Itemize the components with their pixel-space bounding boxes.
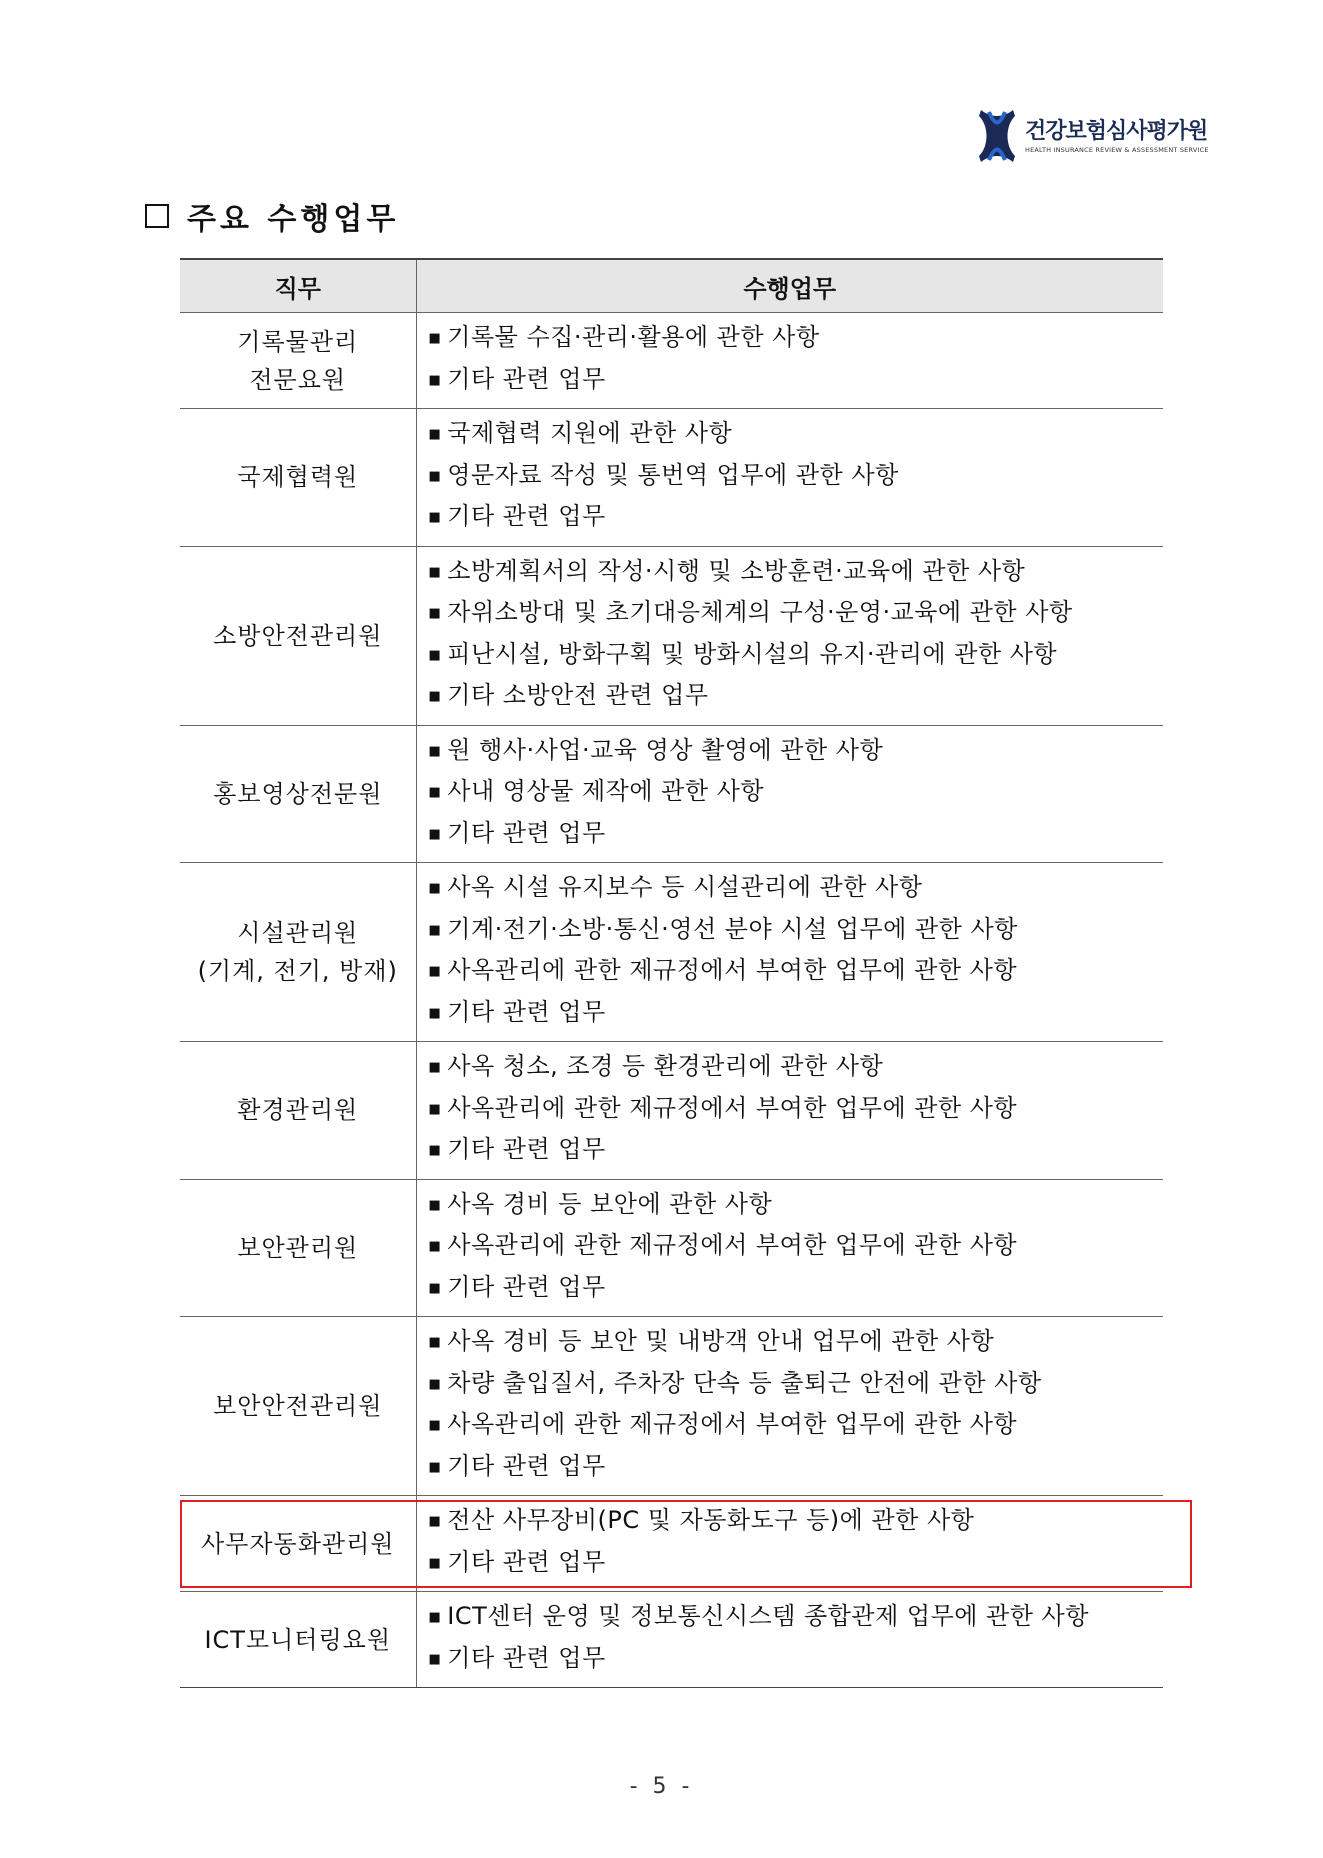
task-item: ■ 사옥관리에 관한 제규정에서 부여한 업무에 관한 사항 [429, 1406, 1164, 1448]
role-cell [180, 1496, 416, 1592]
table-row [180, 409, 1163, 547]
org-name: 건강보험심사평가원 [1025, 119, 1208, 144]
tasks-cell [416, 1496, 1163, 1592]
role-label: 환경관리원 [237, 1096, 359, 1125]
table-header-row [180, 259, 1163, 313]
column-header-role: 직무 [180, 259, 416, 313]
role-cell [180, 863, 416, 1042]
tasks-cell [416, 863, 1163, 1042]
role-label: 보안관리원 [237, 1233, 359, 1262]
tasks-cell [416, 1592, 1163, 1688]
column-header-tasks: 수행업무 [416, 259, 1163, 313]
role-label: 사무자동화관리원 [201, 1529, 395, 1558]
task-item: ■ 소방계획서의 작성·시행 및 소방훈련·교육에 관한 사항 [429, 553, 1164, 595]
role-label: 국제협력원 [237, 463, 359, 492]
table-row [180, 313, 1163, 409]
tasks-cell [416, 409, 1163, 547]
role-label: 시설관리원 [237, 919, 359, 947]
duty-table [180, 258, 1163, 1688]
task-item: ■ 원 행사·사업·교육 영상 촬영에 관한 사항 [429, 732, 1164, 774]
task-item: ■ 사옥관리에 관한 제규정에서 부여한 업무에 관한 사항 [429, 952, 1164, 994]
task-item: ■ 기타 관련 업무 [429, 1544, 1164, 1586]
task-item: ■ 사옥 경비 등 보안 및 내방객 안내 업무에 관한 사항 [429, 1323, 1164, 1365]
role-label: 보안안전관리원 [213, 1392, 383, 1420]
table-body [180, 313, 1163, 1688]
role-cell [180, 725, 416, 863]
role-cell [180, 1592, 416, 1688]
task-item: ■ 기타 관련 업무 [429, 361, 1164, 403]
task-item: ■ 기타 관련 업무 [429, 1640, 1164, 1682]
task-item: ■ 피난시설, 방화구획 및 방화시설의 유지·관리에 관한 사항 [429, 636, 1164, 678]
org-subtitle: HEALTH INSURANCE REVIEW & ASSESSMENT SERVICE [1025, 146, 1209, 154]
role-cell [180, 409, 416, 547]
role-cell [180, 313, 416, 409]
tasks-cell [416, 1317, 1163, 1496]
task-item: ■ 영문자료 작성 및 통번역 업무에 관한 사항 [429, 457, 1164, 499]
table-row [180, 1496, 1163, 1592]
role-label: 홍보영상전문원 [213, 779, 383, 808]
tasks-cell [416, 546, 1163, 725]
table-row [180, 546, 1163, 725]
task-item: ■ 사옥 경비 등 보안에 관한 사항 [429, 1186, 1164, 1228]
task-item: ■ 사옥관리에 관한 제규정에서 부여한 업무에 관한 사항 [429, 1227, 1164, 1269]
table-row [180, 1179, 1163, 1317]
table-row [180, 1317, 1163, 1496]
task-item: ■ 전산 사무장비(PC 및 자동화도구 등)에 관한 사항 [429, 1502, 1164, 1544]
task-item: ■ 기타 소방안전 관련 업무 [429, 677, 1164, 719]
role-cell [180, 1042, 416, 1180]
table-row [180, 725, 1163, 863]
tasks-cell [416, 313, 1163, 409]
role-cell [180, 1179, 416, 1317]
table-row [180, 863, 1163, 1042]
role-cell [180, 546, 416, 725]
task-item: ■ 차량 출입질서, 주차장 단속 등 출퇴근 안전에 관한 사항 [429, 1365, 1164, 1407]
task-item: ■ 사옥 시설 유지보수 등 시설관리에 관한 사항 [429, 869, 1164, 911]
tasks-cell [416, 725, 1163, 863]
section-heading [145, 196, 399, 236]
role-cell [180, 1317, 416, 1496]
table-row [180, 1042, 1163, 1180]
task-item: ■ 국제협력 지원에 관한 사항 [429, 415, 1164, 457]
task-item: ■ 사옥 청소, 조경 등 환경관리에 관한 사항 [429, 1048, 1164, 1090]
task-item: ■ 기타 관련 업무 [429, 815, 1164, 857]
org-logo [975, 108, 1215, 168]
tasks-cell [416, 1179, 1163, 1317]
task-item: ■ 기타 관련 업무 [429, 994, 1164, 1036]
task-item: ■ 기타 관련 업무 [429, 1269, 1164, 1311]
table-row [180, 1592, 1163, 1688]
role-label: (기계, 전기, 방재) [197, 957, 398, 985]
task-item: ■ 자위소방대 및 초기대응체계의 구성·운영·교육에 관한 사항 [429, 594, 1164, 636]
task-item: ■ ICT센터 운영 및 정보통신시스템 종합관제 업무에 관한 사항 [429, 1598, 1164, 1640]
task-item: ■ 기타 관련 업무 [429, 1131, 1164, 1173]
task-item: ■ 기타 관련 업무 [429, 498, 1164, 540]
page-number: - 5 - [629, 1774, 694, 1799]
role-label: 소방안전관리원 [213, 621, 383, 650]
task-item: ■ 사옥관리에 관한 제규정에서 부여한 업무에 관한 사항 [429, 1090, 1164, 1132]
role-label: ICT모니터링요원 [204, 1625, 392, 1654]
tasks-cell [416, 1042, 1163, 1180]
task-item: ■ 사내 영상물 제작에 관한 사항 [429, 773, 1164, 815]
checkbox-square-icon [145, 204, 169, 228]
section-title: 주요 수행업무 [187, 202, 400, 237]
org-emblem-icon [975, 108, 1019, 164]
task-item: ■ 기록물 수집·관리·활용에 관한 사항 [429, 319, 1164, 361]
role-label: 기록물관리 [237, 327, 359, 356]
role-label: 전문요원 [249, 365, 347, 394]
task-item: ■ 기타 관련 업무 [429, 1448, 1164, 1490]
task-item: ■ 기계·전기·소방·통신·영선 분야 시설 업무에 관한 사항 [429, 911, 1164, 953]
